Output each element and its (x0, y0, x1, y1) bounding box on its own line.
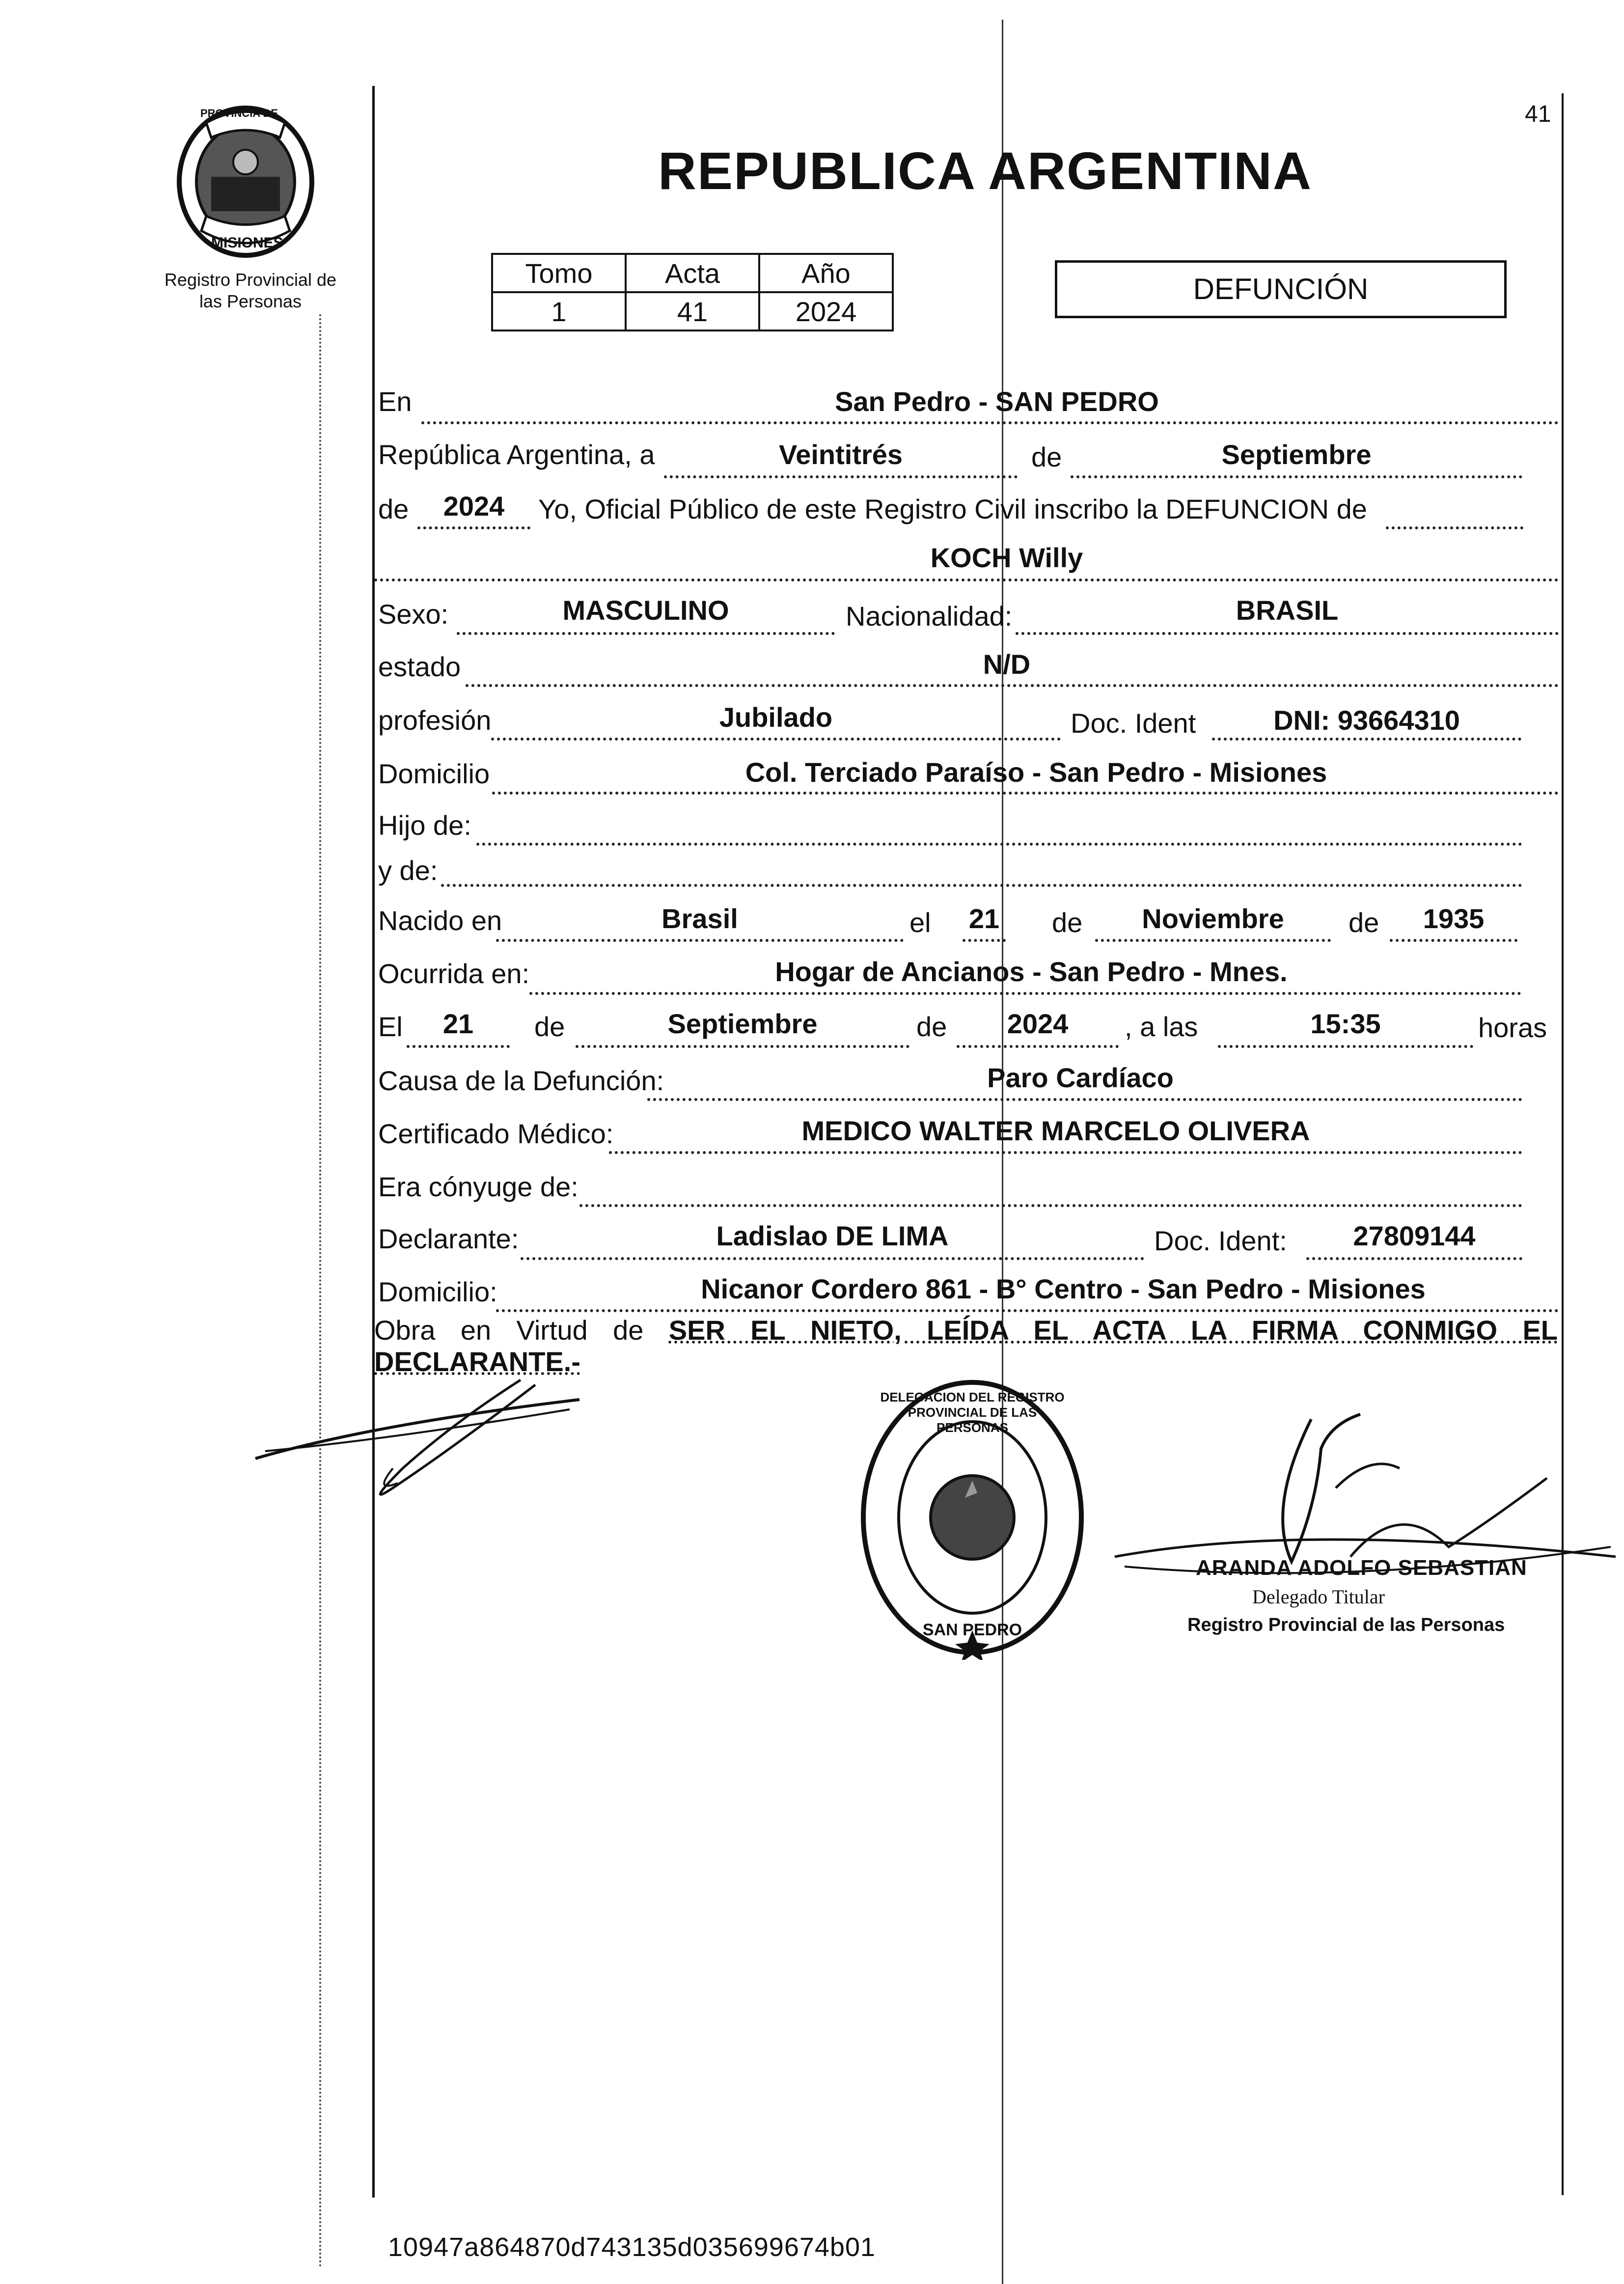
reference-value-row (492, 292, 893, 330)
nacionalidad-label: Nacionalidad: (846, 601, 1013, 632)
month-value: Septiembre (1221, 439, 1372, 470)
declarante-domicilio-value: Nicanor Cordero 861 - B° Centro - San Pedro - Misiones (701, 1273, 1426, 1304)
domicilio-label: Domicilio (378, 758, 490, 789)
document-type-box: DEFUNCIÓN (1055, 260, 1507, 318)
birth-day-line (963, 939, 1006, 942)
page-title: REPUBLICA ARGENTINA (658, 141, 1312, 200)
conyuge-label: Era cónyuge de: (378, 1171, 578, 1202)
death-de-label: de (534, 1011, 565, 1042)
sexo-label: Sexo: (378, 599, 449, 630)
declarante-label: Declarante: (378, 1223, 519, 1254)
year-value: 2024 (443, 491, 505, 522)
estado-value: N/D (983, 649, 1031, 680)
causa-line (647, 1098, 1522, 1101)
horas-label: horas (1478, 1012, 1547, 1043)
ocurrida-value: Hogar de Ancianos - San Pedro - Mnes. (775, 956, 1288, 987)
ocurrida-line (529, 992, 1521, 995)
reference-header-acta: Acta (626, 254, 759, 292)
sexo-value: MASCULINO (562, 595, 729, 626)
causa-value: Paro Cardíaco (987, 1062, 1174, 1093)
declarante-doc-line (1306, 1257, 1522, 1260)
y-de-label: y de: (378, 855, 438, 886)
certificado-line (609, 1151, 1522, 1154)
seal-top-text: PROVINCIA DE (200, 107, 278, 119)
reference-header-ano: Año (759, 254, 893, 292)
birth-de-label: de (1052, 907, 1083, 938)
hijo-label: Hijo de: (378, 810, 471, 841)
stamp-ring-text: DELEGACION DEL REGISTRO PROVINCIAL DE LAS PERSONAS (880, 1390, 1065, 1435)
inscribo-line (1386, 526, 1523, 529)
nacido-line (496, 939, 904, 942)
reference-table (491, 253, 894, 331)
name-line (374, 578, 1559, 581)
reference-value-ano: 2024 (759, 292, 893, 330)
year-line (417, 526, 530, 529)
declarante-domicilio-line (496, 1309, 1559, 1312)
domicilio-line (492, 792, 1559, 795)
ocurrida-label: Ocurrida en: (378, 958, 530, 989)
month-line (1071, 475, 1522, 478)
domicilio-value: Col. Terciado Paraíso - San Pedro - Misiones (745, 757, 1327, 788)
estado-label: estado (378, 651, 461, 682)
conyuge-line (579, 1204, 1522, 1207)
birth-de2-label: de (1349, 907, 1379, 938)
stamp-center-text: SAN PEDRO (922, 1621, 1022, 1639)
birth-month: Noviembre (1142, 903, 1284, 934)
declarante-doc-value: 27809144 (1353, 1220, 1476, 1251)
death-time: 15:35 (1310, 1008, 1381, 1039)
registry-line-2: las Personas (199, 291, 302, 311)
nacionalidad-value: BRASIL (1236, 595, 1339, 626)
right-margin-line (1562, 93, 1564, 2195)
declarante-value: Ladislao DE LIMA (716, 1220, 949, 1251)
reference-value-acta: 41 (626, 292, 759, 330)
death-year-line (957, 1045, 1119, 1048)
death-month: Septiembre (667, 1008, 818, 1039)
nacido-label: Nacido en (378, 905, 502, 936)
declarante-domicilio-label: Domicilio: (378, 1276, 497, 1307)
registry-caption (147, 269, 354, 312)
left-margin-line (372, 86, 375, 2198)
year-de-label: de (378, 494, 409, 524)
obra-line-1 (374, 1314, 1558, 1346)
causa-label: Causa de la Defunción: (378, 1065, 664, 1096)
y-de-line (441, 884, 1522, 887)
inscribo-text: Yo, Oficial Público de este Registro Civil inscribo la DEFUNCION de (538, 494, 1367, 524)
page-number: 41 (1525, 101, 1551, 127)
day-value: Veintitrés (778, 439, 903, 470)
certificado-label: Certificado Médico: (378, 1118, 614, 1149)
officer-office: Registro Provincial de las Personas (1187, 1615, 1505, 1635)
doc-ident-label: Doc. Ident (1071, 708, 1196, 739)
death-year: 2024 (1007, 1008, 1069, 1039)
nacionalidad-line (1016, 632, 1559, 635)
left-binding-perforation (319, 314, 321, 2269)
profesion-label: profesión (378, 705, 492, 736)
death-day: 21 (442, 1008, 474, 1039)
death-time-line (1218, 1045, 1473, 1048)
birth-year-line (1390, 939, 1517, 942)
birth-day: 21 (968, 903, 1000, 934)
profesion-value: Jubilado (719, 702, 833, 733)
officer-role: Delegado Titular (1252, 1586, 1385, 1608)
obra-label: Obra en Virtud de (374, 1315, 644, 1346)
birth-year: 1935 (1423, 903, 1485, 934)
certificado-value: MEDICO WALTER MARCELO OLIVERA (801, 1115, 1310, 1146)
doc-ident-value: DNI: 93664310 (1273, 705, 1460, 736)
registry-line-1: Registro Provincial de (164, 270, 337, 290)
document-hash: 10947a864870d743135d035699674b01 (388, 2232, 876, 2262)
death-month-line (576, 1045, 909, 1048)
a-las-label: , a las (1125, 1011, 1198, 1042)
birth-el-label: el (909, 907, 931, 938)
obra-value-line-1: SER EL NIETO, LEÍDA EL ACTA LA FIRMA CONMIGO EL (668, 1315, 1558, 1346)
republica-label: República Argentina, a (378, 439, 655, 470)
estado-line (466, 684, 1559, 687)
declarante-line (521, 1257, 1144, 1260)
en-value: San Pedro - SAN PEDRO (835, 386, 1159, 417)
death-day-line (407, 1045, 510, 1048)
profesion-line (491, 738, 1061, 741)
birth-month-line (1095, 939, 1331, 942)
declarant-signature (246, 1365, 599, 1513)
en-line (421, 421, 1559, 424)
official-stamp (857, 1375, 1088, 1660)
month-de-label: de (1031, 441, 1062, 472)
officer-name: ARANDA ADOLFO SEBASTIAN (1196, 1556, 1527, 1580)
declarante-doc-label: Doc. Ident: (1154, 1225, 1287, 1256)
sexo-line (457, 632, 835, 635)
doc-ident-line (1212, 738, 1521, 741)
death-de2-label: de (916, 1011, 947, 1042)
hijo-line (476, 843, 1522, 846)
deceased-name: KOCH Willy (930, 542, 1083, 573)
nacido-value: Brasil (661, 903, 738, 934)
obra-value-line-2: DECLARANTE.- (374, 1346, 580, 1377)
seal-bottom-text: MISIONES (211, 235, 283, 251)
reference-header-row (492, 254, 893, 292)
reference-header-tomo: Tomo (492, 254, 626, 292)
day-line (664, 475, 1018, 478)
death-el-label: El (378, 1011, 403, 1042)
en-label: En (378, 386, 412, 417)
reference-value-tomo: 1 (492, 292, 626, 330)
